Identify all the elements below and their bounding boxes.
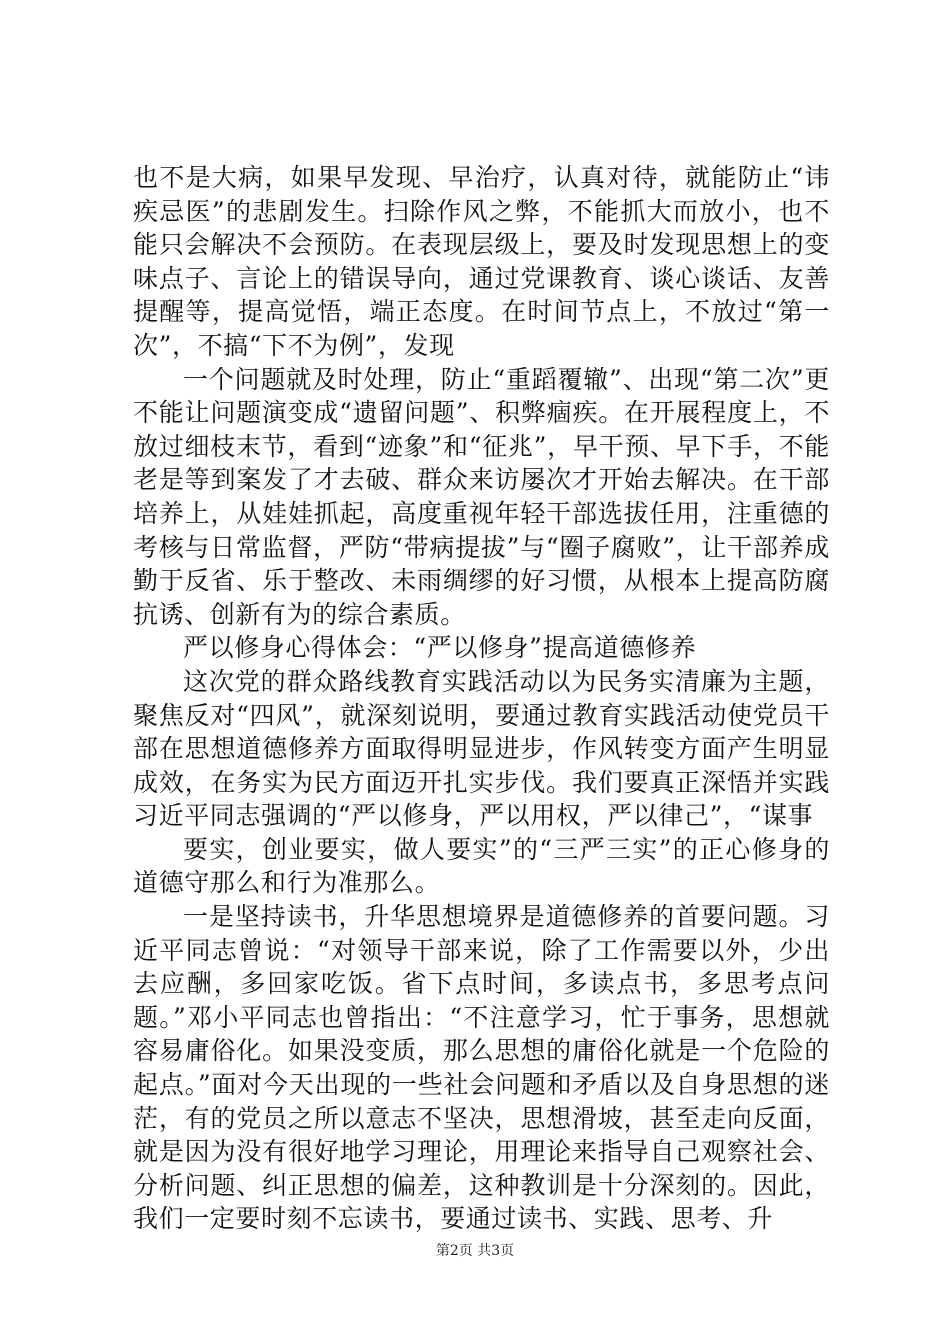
paragraph: 要实，创业要实，做人要实”的“三严三实”的正心修身的道德守那么和行为准那么。 bbox=[133, 834, 830, 898]
paragraph: 这次党的群众路线教育实践活动以为民务实清廉为主题，聚焦反对“四风”，就深刻说明，要通过教育实践活动使党员干部在思想道德修养方面取得明显进步，作风转变方面产生明显成效，在务实为民方面迈开扎实步伐。我们要真正深悟并实践习近平同志强调的“严以修身，严以用权，严以律己”，“谋事 bbox=[133, 666, 830, 831]
paragraph: 一是坚持读书，升华思想境界是道德修养的首要问题。习近平同志曾说：“对领导干部来说，除了工作需要以外，少出去应酬，多回家吃饭。省下点时间，多读点书，多思考点问题。”邓小平同志也曾指出：“不注意学习，忙于事务，思想就容易庸俗化。如果没变质，那么思想的庸俗化就是一个危险的起点。”面对今天出现的一些社会问题和矛盾以及自身思想的迷茫，有的党员之所以意志不坚决，思想滑坡，甚至走向反面，就是因为没有很好地学习理论，用理论来指导自己观察社会、分析问题、纠正思想的偏差，这种教训是十分深刻的。因此，我们一定要时刻不忘读书，要通过读书、实践、思考、升 bbox=[133, 902, 830, 1234]
document-body bbox=[133, 161, 830, 1236]
section-heading: 严以修身心得体会：“严以修身”提高道德修养 bbox=[183, 633, 697, 663]
paragraph-continuation: 也不是大病，如果早发现、早治疗，认真对待，就能防止“讳疾忌医”的悲剧发生。扫除作风之弊，不能抓大而放小，也不能只会解决不会预防。在表现层级上，要及时发现思想上的变味点子、言论上的错误导向，通过党课教育、谈心谈话、友善提醒等，提高觉悟，端正态度。在时间节点上，不放过“第一次”，不搞“下不为例”，发现 bbox=[133, 163, 830, 360]
paragraph: 一个问题就及时处理，防止“重蹈覆辙”、出现“第二次”更不能让问题演变成“遗留问题”、积弊痼疾。在开展程度上，不放过细枝末节，看到“迹象”和“征兆”，早干预、早下手，不能老是等到案发了才去破、群众来访屡次才开始去解决。在干部培养上，从娃娃抓起，高度重视年轻干部选拔任用，注重德的考核与日常监督，严防“带病提拔”与“圈子腐败”，让干部养成勤于反省、乐于整改、未雨绸缪的好习惯，从根本上提高防腐抗诱、创新有为的综合素质。 bbox=[133, 364, 830, 629]
page-number-footer: 第2页 共3页 bbox=[435, 1243, 515, 1259]
